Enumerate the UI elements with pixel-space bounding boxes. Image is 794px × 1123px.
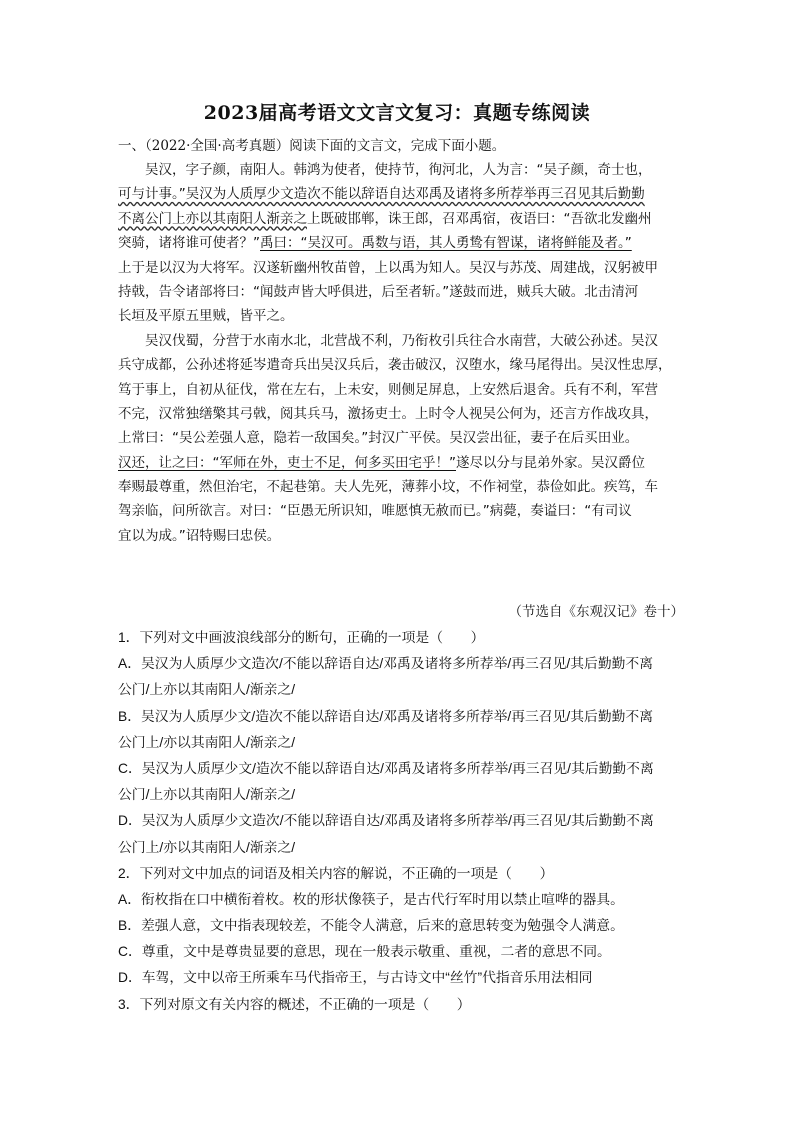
- passage-line: [118, 207, 678, 231]
- passage-line: 宜以为成。”诏特赐曰忠侯。: [118, 527, 281, 544]
- passage-line: [118, 451, 678, 475]
- option-line: 公门/上亦以其南阳人/渐亲之/: [118, 682, 296, 698]
- option-line: B．差强人意，文中指表现较差，不能令人满意，后来的意思转变为勉强令人满意。: [118, 918, 624, 934]
- passage-line: 驾亲临，问所欲言。对曰：“臣愚无所识知，唯愿慎无赦而已。”病薨，奏谥曰：“有司议: [118, 503, 632, 520]
- option-line: C．吴汉为人质厚少文/造次不能以辞语自达/邓禹及诸将多所荐举/再三召见/其后勤勤不离: [118, 760, 654, 776]
- option-line: D．车驾，文中以帝王所乘车马代指帝王，与古诗文中“丝竹”代指音乐用法相同: [118, 970, 593, 986]
- questions-section: [118, 625, 683, 1018]
- question-line: 1．下列对文中画波浪线部分的断句，正确的一项是（ ）: [118, 630, 485, 645]
- question-line: 3．下列对原文有关内容的概述，不正确的一项是（ ）: [118, 996, 471, 1012]
- passage-plain-segment: 上既破邯郸，诛王郎，召邓禹宿，夜语曰：“吾欲北发幽州: [307, 210, 652, 227]
- passage-line: 不完，汉常独缮檠其弓戟，阅其兵马，激扬吏士。上时令人视吴公何为，还言方作战攻具，: [118, 405, 658, 422]
- passage-underlined-segment: 汉还，让之曰：“军师在外，吏士不足，何多买田宅乎！”: [118, 454, 456, 471]
- option-line: C．尊重，文中是尊贵显要的意思，现在一般表示敬重、重视，二者的意思不同。: [118, 944, 611, 960]
- passage-plain-segment: 突骑，诸将谁可使者？”: [118, 235, 260, 252]
- passage-line: 持戟，告令诸部将曰：“闻鼓声皆大呼俱进，后至者斩。”遂鼓而进，贼兵大破。北击清河: [118, 283, 639, 300]
- option-line: A．吴汉为人质厚少文造次/不能以辞语自达/邓禹及诸将多所荐举/再三召见/其后勤勤不离: [118, 656, 654, 672]
- option-line: 公门上/亦以其南阳人/渐亲之/: [118, 839, 296, 855]
- question-intro: 一、（2022·全国·高考真题）阅读下面的文言文，完成下面小题。: [118, 138, 506, 154]
- option-line: 公门/上亦以其南阳人/渐亲之/: [118, 787, 296, 803]
- passage-line-wavy: 可与计事。”吴汉为人质厚少文造次不能以辞语自达邓禹及诸将多所荐举再三召见其后勤勤: [118, 186, 645, 203]
- option-line: B．吴汉为人质厚少文/造次不能以辞语自达/邓禹及诸将多所荐举/再三召见/其后勤勤不离: [118, 708, 654, 724]
- passage-line: 上于是以汉为大将军。汉遂斩幽州牧苗曾，上以禹为知人。吴汉与苏茂、周建战，汉躬被甲: [118, 259, 658, 276]
- passage-underlined-segment: 禹曰：“吴汉可。禹数与语，其人勇鸷有智谋，诸将鲜能及者。”: [260, 235, 632, 252]
- passage-line: 长垣及平原五里贼，皆平之。: [118, 308, 294, 325]
- option-line: D．吴汉为人质厚少文造次/不能以辞语自达/邓禹及诸将多所荐举/再三召见/其后勤勤不离: [118, 813, 654, 829]
- passage-line: 奉赐最尊重，然但治宅，不起巷第。夫人先死，薄葬小坟，不作祠堂，恭俭如此。疾笃，车: [118, 479, 658, 496]
- passage-line: 兵守成都，公孙述将延岑遣奇兵出吴汉兵后，袭击破汉，汉堕水，缘马尾得出。吴汉性忠厚，: [118, 357, 672, 374]
- passage-line: 吴汉伐蜀，分营于水南水北，北营战不利，乃衔枚引兵往合水南营，大破公孙述。吴汉: [118, 332, 658, 349]
- passage-line: 上常曰：“吴公差强人意，隐若一敌国矣。”封汉广平侯。吴汉尝出征，妻子在后买田业。: [118, 430, 639, 447]
- passage-line: 吴汉，字子颜，南阳人。韩鸿为使者，使持节，徇河北，人为言：“吴子颜，奇士也，: [118, 162, 652, 178]
- page-title: 2023届高考语文文言文复习：真题专练阅读: [203, 102, 591, 124]
- option-line: A．衔枚指在口中横衔着枚。枚的形状像筷子，是古代行军时用以禁止喧哗的器具。: [118, 891, 624, 907]
- passage-line: [118, 231, 678, 255]
- question-line: 2．下列对文中加点的词语及相关内容的解说，不正确的一项是（ ）: [118, 865, 554, 881]
- passage-plain-segment: 遂尽以分与昆弟外家。吴汉爵位: [456, 454, 645, 471]
- classical-passage: [118, 158, 678, 548]
- passage-source: （节选自《东观汉记》卷十）: [508, 604, 684, 620]
- option-line: 公门上/亦以其南阳人/渐亲之/: [118, 734, 296, 750]
- passage-line: 笃于事上，自初从征伐，常在左右，上未安，则侧足屏息，上安然后退舍。兵有不利，军营: [118, 381, 658, 398]
- passage-wavy-segment: 不离公门上亦以其南阳人渐亲之: [118, 210, 307, 227]
